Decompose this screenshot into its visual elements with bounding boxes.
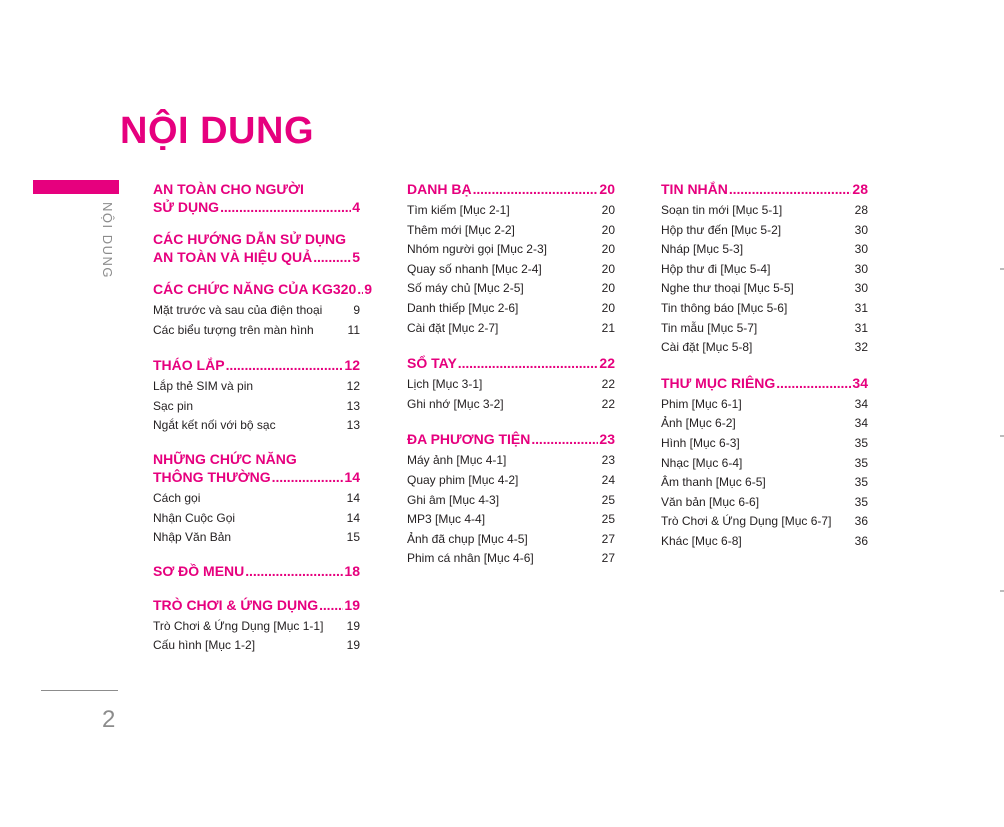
- toc-item-page: 9: [353, 303, 360, 317]
- toc-item-page: 31: [854, 300, 868, 315]
- toc-item-label: Cài đặt [Mục 2-7]: [407, 320, 499, 335]
- toc-item-page: 34: [854, 396, 868, 411]
- toc-item-page: 35: [854, 494, 868, 509]
- edge-mark: [1000, 435, 1004, 437]
- toc-item-page: 20: [601, 242, 615, 257]
- toc-heading[interactable]: [153, 248, 360, 266]
- toc-item-label: Trò Chơi & Ứng Dụng [Mục 6-7]: [661, 514, 832, 529]
- dot-leader: [245, 562, 343, 580]
- toc-item-list: [153, 617, 360, 656]
- toc-heading[interactable]: [153, 562, 360, 580]
- toc-item-page: 31: [854, 320, 868, 335]
- toc-item-label: Lắp thẻ SIM và pin: [153, 379, 254, 394]
- toc-heading-text: SƠ ĐỒ MENU: [153, 562, 245, 579]
- toc-item[interactable]: [407, 471, 615, 491]
- page-title: NỘI DUNG: [120, 110, 314, 152]
- toc-item[interactable]: [661, 299, 868, 319]
- toc-item-page: 20: [601, 281, 615, 296]
- toc-heading-page: 4: [352, 199, 360, 215]
- toc-item-page: 35: [854, 455, 868, 470]
- toc-heading[interactable]: [661, 180, 868, 198]
- toc-item-list: [407, 451, 615, 569]
- toc-heading[interactable]: [153, 198, 360, 216]
- toc-item-list: [407, 201, 615, 338]
- toc-item[interactable]: [407, 375, 615, 395]
- toc-item-label: MP3 [Mục 4-4]: [407, 512, 486, 527]
- toc-heading-text: THÔNG THƯỜNG: [153, 468, 271, 485]
- toc-heading-text: TRÒ CHƠI & ỨNG DỤNG: [153, 596, 319, 613]
- toc-heading-page: 20: [599, 181, 615, 197]
- toc-heading-text: SỔ TAY: [407, 355, 457, 372]
- toc-item-label: Lịch [Mục 3-1]: [407, 377, 483, 392]
- toc-item-list: [153, 301, 360, 340]
- toc-item-label: Ngắt kết nối với bộ sạc: [153, 418, 276, 433]
- toc-section: [153, 230, 360, 266]
- toc-item[interactable]: [661, 473, 868, 493]
- toc-section: [153, 562, 360, 580]
- toc-item-page: 13: [346, 418, 360, 433]
- toc-section: [153, 356, 360, 436]
- page-number-rule: [41, 690, 118, 691]
- toc-item-label: Số máy chủ [Mục 2-5]: [407, 281, 524, 296]
- toc-item[interactable]: [153, 377, 360, 397]
- toc-item[interactable]: [661, 201, 868, 221]
- toc-item-page: 20: [601, 203, 615, 217]
- dot-leader: [272, 468, 344, 486]
- toc-item-page: 36: [854, 514, 868, 529]
- toc-item[interactable]: [153, 416, 360, 436]
- toc-item-label: Văn bản [Mục 6-6]: [661, 494, 760, 509]
- toc-heading-page: 18: [344, 562, 360, 579]
- toc-item-page: 20: [601, 261, 615, 276]
- toc-column-3: [661, 180, 868, 552]
- toc-item-list: [661, 395, 868, 552]
- toc-item-label: Máy ảnh [Mục 4-1]: [407, 453, 507, 468]
- toc-item-page: 25: [601, 512, 615, 527]
- toc-item-label: Các biểu tượng trên màn hình: [153, 322, 314, 337]
- toc-item-label: Quay số nhanh [Mục 2-4]: [407, 261, 542, 276]
- toc-item-page: 35: [854, 475, 868, 490]
- toc-item[interactable]: [407, 549, 615, 569]
- toc-heading-text: THÁO LẮP: [153, 357, 225, 374]
- toc-heading[interactable]: [407, 430, 615, 448]
- toc-item-page: 24: [601, 472, 615, 487]
- toc-item-page: 13: [346, 398, 360, 413]
- toc-item-label: Nhận Cuộc Gọi: [153, 510, 236, 525]
- toc-column-2: [407, 180, 615, 569]
- toc-item-label: Nhóm người gọi [Mục 2-3]: [407, 242, 547, 257]
- toc-item-label: Tin mẫu [Mục 5-7]: [661, 320, 758, 335]
- toc-column-1: [153, 180, 373, 656]
- toc-heading-text: ĐA PHƯƠNG TIỆN: [407, 431, 531, 448]
- toc-heading-page: 14: [344, 468, 360, 485]
- toc-item[interactable]: [661, 260, 868, 280]
- toc-item[interactable]: [153, 321, 360, 341]
- toc-heading-page: 19: [344, 596, 360, 613]
- toc-section: [407, 354, 615, 414]
- toc-item-page: 15: [346, 530, 360, 545]
- toc-item-page: 23: [601, 453, 615, 468]
- toc-item-label: Cài đặt [Mục 5-8]: [661, 340, 753, 355]
- toc-heading[interactable]: [153, 468, 360, 486]
- toc-section: [153, 596, 360, 656]
- toc-item-label: Tìm kiếm [Mục 2-1]: [407, 203, 510, 217]
- toc-heading-text: TIN NHẮN: [661, 181, 728, 197]
- toc-section: [153, 180, 360, 216]
- toc-heading-text: THƯ MỤC RIÊNG: [661, 374, 776, 391]
- toc-heading-page: 5: [352, 249, 360, 265]
- toc-item[interactable]: [407, 221, 615, 241]
- toc-item-page: 12: [346, 379, 360, 394]
- toc-item-page: 14: [346, 510, 360, 525]
- toc-item-label: Hình [Mục 6-3]: [661, 435, 740, 450]
- toc-item[interactable]: [661, 240, 868, 260]
- toc-item-label: Mặt trước và sau của điện thoại: [153, 303, 323, 317]
- toc-heading-line[interactable]: NHỮNG CHỨC NĂNG: [153, 450, 297, 467]
- toc-section: [153, 280, 373, 340]
- toc-item-label: Phim [Mục 6-1]: [661, 396, 742, 411]
- toc-heading-page: 9: [364, 281, 373, 297]
- toc-item-label: Nhạc [Mục 6-4]: [661, 455, 743, 470]
- toc-item-page: 11: [347, 322, 360, 337]
- toc-item-page: 25: [601, 492, 615, 507]
- toc-item[interactable]: [661, 221, 868, 241]
- toc-item-page: 34: [854, 416, 868, 431]
- dot-leader: [473, 180, 599, 198]
- dot-leader: [319, 596, 343, 614]
- toc-item-page: 22: [601, 377, 615, 392]
- side-label: NỘI DUNG: [100, 202, 115, 279]
- toc-item[interactable]: [153, 528, 360, 548]
- toc-item-page: 30: [854, 281, 868, 296]
- toc-item-label: Thêm mới [Mục 2-2]: [407, 222, 515, 237]
- toc-item-page: 32: [854, 340, 868, 355]
- toc-item-page: 27: [601, 551, 615, 566]
- toc-heading[interactable]: [407, 180, 615, 198]
- toc-heading[interactable]: [153, 596, 360, 614]
- toc-item-list: [661, 201, 868, 358]
- toc-heading-line[interactable]: CÁC HƯỚNG DẪN SỬ DỤNG: [153, 231, 347, 247]
- toc-heading-text: SỬ DỤNG: [153, 199, 220, 215]
- toc-item-label: Hộp thư đến [Mục 5-2]: [661, 222, 782, 237]
- toc-item-list: [407, 375, 615, 414]
- toc-item[interactable]: [407, 395, 615, 415]
- toc-section: [407, 430, 615, 569]
- toc-item-page: 19: [346, 638, 360, 653]
- toc-item[interactable]: [407, 451, 615, 471]
- toc-item-page: 22: [601, 396, 615, 411]
- toc-item[interactable]: [661, 454, 868, 474]
- edge-mark: [1000, 268, 1004, 270]
- toc-item[interactable]: [407, 530, 615, 550]
- toc-item[interactable]: [661, 319, 868, 339]
- toc-item[interactable]: [661, 512, 868, 532]
- toc-item[interactable]: [407, 510, 615, 530]
- toc-item-label: Tin thông báo [Mục 5-6]: [661, 300, 788, 315]
- toc-item[interactable]: [407, 319, 615, 339]
- toc-heading[interactable]: [661, 374, 868, 392]
- toc-item-label: Cách gọi: [153, 490, 201, 505]
- toc-item-label: Soạn tin mới [Mục 5-1]: [661, 203, 783, 217]
- dot-leader: [357, 280, 363, 298]
- toc-item[interactable]: [153, 617, 360, 637]
- toc-item-page: 20: [601, 300, 615, 315]
- toc-heading-text: AN TOÀN VÀ HIỆU QUẢ: [153, 249, 313, 265]
- toc-item[interactable]: [153, 636, 360, 656]
- toc-section: [661, 374, 868, 552]
- page-number: 2: [102, 706, 116, 733]
- toc-item[interactable]: [153, 509, 360, 529]
- toc-section: [661, 180, 868, 358]
- edge-mark: [1000, 590, 1004, 592]
- toc-item-label: Quay phim [Mục 4-2]: [407, 472, 519, 487]
- toc-item[interactable]: [661, 493, 868, 513]
- toc-item-label: Nhập Văn Bản: [153, 530, 232, 545]
- toc-heading-page: 28: [852, 181, 868, 197]
- side-accent-bar: [33, 180, 119, 194]
- toc-item-label: Khác [Mục 6-8]: [661, 533, 742, 548]
- toc-item-page: 21: [601, 320, 615, 335]
- toc-item-page: 20: [601, 222, 615, 237]
- toc-item-label: Ghi âm [Mục 4-3]: [407, 492, 500, 507]
- toc-item[interactable]: [407, 491, 615, 511]
- toc-item-label: Nghe thư thoại [Mục 5-5]: [661, 281, 794, 296]
- toc-item-label: Nháp [Mục 5-3]: [661, 242, 744, 257]
- dot-leader: [220, 198, 351, 216]
- dot-leader: [458, 354, 599, 372]
- toc-item-label: Sạc pin: [153, 398, 194, 413]
- toc-item-page: 36: [854, 533, 868, 548]
- toc-item-list: [153, 377, 360, 436]
- toc-item-page: 30: [854, 222, 868, 237]
- toc-item-label: Hộp thư đi [Mục 5-4]: [661, 261, 771, 276]
- toc-item[interactable]: [153, 301, 360, 321]
- toc-item[interactable]: [153, 397, 360, 417]
- dot-leader: [531, 430, 598, 448]
- dot-leader: [776, 374, 851, 392]
- dot-leader: [729, 180, 852, 198]
- toc-item[interactable]: [407, 279, 615, 299]
- toc-heading-text: DANH BẠ: [407, 181, 472, 197]
- toc-item[interactable]: [661, 414, 868, 434]
- toc-item[interactable]: [407, 299, 615, 319]
- toc-heading-page: 22: [599, 355, 615, 372]
- toc-section: [153, 450, 360, 548]
- toc-item-label: Ảnh đã chụp [Mục 4-5]: [407, 531, 528, 546]
- toc-item-page: 35: [854, 435, 868, 450]
- toc-item-list: [153, 489, 360, 548]
- toc-heading[interactable]: [153, 280, 373, 298]
- toc-item-page: 19: [346, 618, 360, 633]
- toc-item-page: 14: [346, 490, 360, 505]
- toc-heading-page: 34: [852, 374, 868, 391]
- toc-item-label: Âm thanh [Mục 6-5]: [661, 475, 766, 490]
- toc-item[interactable]: [661, 434, 868, 454]
- toc-item[interactable]: [661, 279, 868, 299]
- toc-heading-line[interactable]: AN TOÀN CHO NGƯỜI: [153, 181, 304, 197]
- toc-heading[interactable]: [407, 354, 615, 372]
- toc-item-label: Phim cá nhân [Mục 4-6]: [407, 551, 534, 566]
- toc-item[interactable]: [407, 240, 615, 260]
- toc-item-label: Ảnh [Mục 6-2]: [661, 416, 736, 431]
- toc-item-label: Danh thiếp [Mục 2-6]: [407, 300, 519, 315]
- toc-item[interactable]: [153, 489, 360, 509]
- toc-heading-page: 23: [599, 431, 615, 448]
- toc-item-page: 27: [601, 531, 615, 546]
- toc-item-page: 28: [854, 203, 868, 217]
- toc-item[interactable]: [661, 395, 868, 415]
- toc-item-page: 30: [854, 242, 868, 257]
- toc-item-label: Trò Chơi & Ứng Dụng [Mục 1-1]: [153, 618, 324, 633]
- toc-item[interactable]: [407, 260, 615, 280]
- toc-section: [407, 180, 615, 338]
- toc-item-label: Ghi nhớ [Mục 3-2]: [407, 396, 504, 411]
- dot-leader: [226, 356, 344, 374]
- toc-item-page: 30: [854, 261, 868, 276]
- toc-item[interactable]: [407, 201, 615, 221]
- dot-leader: [313, 248, 351, 266]
- toc-heading[interactable]: [153, 356, 360, 374]
- toc-item[interactable]: [661, 338, 868, 358]
- toc-item[interactable]: [661, 532, 868, 552]
- toc-heading-text: CÁC CHỨC NĂNG CỦA KG320: [153, 281, 357, 297]
- toc-item-label: Cấu hình [Mục 1-2]: [153, 638, 256, 653]
- toc-heading-page: 12: [344, 357, 360, 374]
